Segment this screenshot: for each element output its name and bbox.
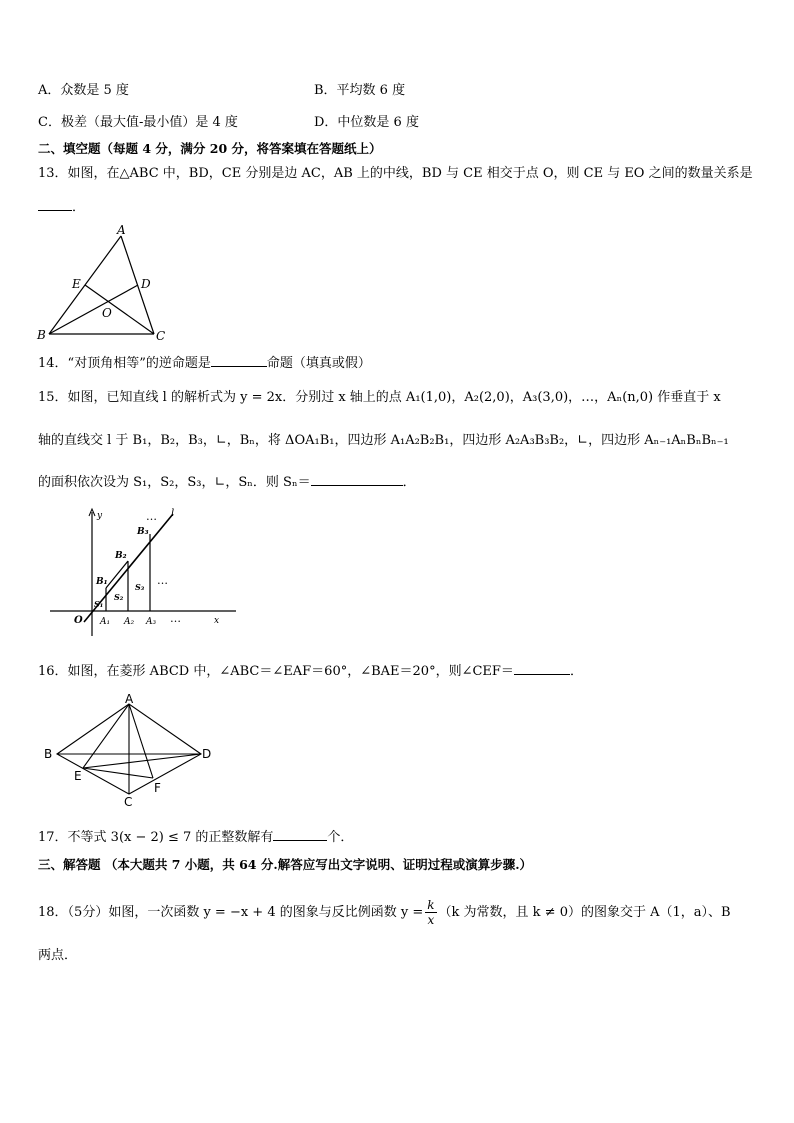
q18-line-1 xyxy=(38,898,731,927)
option-a: A．众数是 5 度 xyxy=(38,83,129,98)
q15-label-b2: B₂ xyxy=(115,551,127,561)
q15-text-3: 的面积依次设为 S₁，S₂，S₃，∟，Sₙ．则 Sₙ＝ xyxy=(38,475,311,490)
q16-label-c: C xyxy=(124,795,133,808)
q13-text: 13．如图，在△ABC 中，BD，CE 分别是边 AC，AB 上的中线，BD 与 CE 相交于点 O，则 CE 与 EO 之间的数量关系是 xyxy=(38,166,753,181)
q16-label-f: F xyxy=(154,781,161,795)
option-c: C．极差（最大值-最小值）是 4 度 xyxy=(38,115,238,130)
q15-label-a1: A₁ xyxy=(100,617,111,627)
q16-line xyxy=(38,660,583,682)
q16-answer-blank[interactable] xyxy=(514,660,570,675)
q13-figure xyxy=(34,222,174,344)
q15-label-s1: S₁ xyxy=(94,599,104,609)
q15-dots-right: … xyxy=(157,574,168,587)
q17-tail: 个． xyxy=(327,830,354,845)
q16-tail: ． xyxy=(569,664,583,679)
q15-label-a3: A₃ xyxy=(146,617,157,627)
option-b: B．平均数 6 度 xyxy=(314,83,406,98)
q15-label-s2: S₂ xyxy=(114,592,124,602)
q18-fraction xyxy=(425,898,436,927)
q18-text-b: （k 为常数，且 k ≠ 0）的图象交于 A（1，a）、B xyxy=(438,905,731,920)
q15-label-s3: S₃ xyxy=(135,582,145,592)
q18-frac-num: k xyxy=(427,898,435,912)
q13-label-e: E xyxy=(72,277,81,291)
q16-text: 16．如图，在菱形 ABCD 中，∠ABC＝∠EAF＝60°，∠BAE＝20°，则∠CEF＝ xyxy=(38,664,514,679)
q17-text: 17．不等式 3(x − 2) ≤ 7 的正整数解有 xyxy=(38,830,274,845)
q15-label-y: y xyxy=(97,511,103,521)
q16-label-b: B xyxy=(44,747,53,761)
q14-line xyxy=(38,352,371,374)
q15-label-x: x xyxy=(214,616,220,626)
q16-label-d: D xyxy=(202,747,212,761)
q13-label-d: D xyxy=(141,277,151,291)
q15-label-a2: A₂ xyxy=(124,617,135,627)
q14-answer-blank[interactable] xyxy=(211,352,267,367)
q15-line-2: 轴的直线交 l 于 B₁，B₂，B₃，∟，Bₙ，将 ΔOA₁B₁，四边形 A₁A₂B₂B₁，四边形 A₂A₃B₃B₂，∟，四边形 Aₙ₋₁AₙBₙBₙ₋₁ xyxy=(38,433,729,448)
q15-dots-axis: … xyxy=(170,612,181,625)
q14-tail: 命题（填真或假） xyxy=(266,356,371,371)
q16-label-a: A xyxy=(125,694,134,706)
q18-text-a: 18．（5分）如图，一次函数 y = −x + 4 的图象与反比例函数 y = xyxy=(38,905,424,920)
q15-figure xyxy=(44,506,244,642)
q13-label-b: B xyxy=(37,328,46,342)
q15-answer-blank[interactable] xyxy=(311,471,403,486)
option-d: D．中位数是 6 度 xyxy=(314,115,419,130)
q18-frac-den: x xyxy=(427,913,435,927)
section-3-header: 三、解答题 （本大题共 7 小题，共 64 分.解答应写出文字说明、证明过程或演算步骤.） xyxy=(38,857,533,872)
q15-label-l: l xyxy=(171,508,175,519)
q18-line-2: 两点． xyxy=(38,948,78,963)
q16-figure xyxy=(40,694,220,808)
q15-label-b3: B₃ xyxy=(137,527,149,537)
q14-text: 14．“对顶角相等”的逆命题是 xyxy=(38,356,211,371)
q17-answer-blank[interactable] xyxy=(273,826,327,841)
q13-label-o: O xyxy=(102,306,112,320)
q15-line-1: 15．如图，已知直线 l 的解析式为 y = 2x．分别过 x 轴上的点 A₁(1,0)，A₂(2,0)，A₃(3,0)，…，Aₙ(n,0) 作垂直于 x xyxy=(38,390,721,405)
q13-tail: ． xyxy=(72,200,86,215)
q15-dots-top: … xyxy=(146,510,157,523)
q15-line-3 xyxy=(38,471,416,493)
q16-label-e: E xyxy=(74,769,82,783)
section-2-header: 二、填空题（每题 4 分，满分 20 分，将答案填在答题纸上） xyxy=(38,141,382,156)
q13-answer-line xyxy=(38,196,85,218)
q17-line xyxy=(38,826,353,848)
q13-label-a: A xyxy=(117,223,126,237)
q13-label-c: C xyxy=(156,329,166,343)
q15-tail: ． xyxy=(402,475,416,490)
q15-label-b1: B₁ xyxy=(96,577,108,587)
q13-answer-blank[interactable] xyxy=(38,196,72,211)
q15-label-o: O xyxy=(74,615,83,626)
